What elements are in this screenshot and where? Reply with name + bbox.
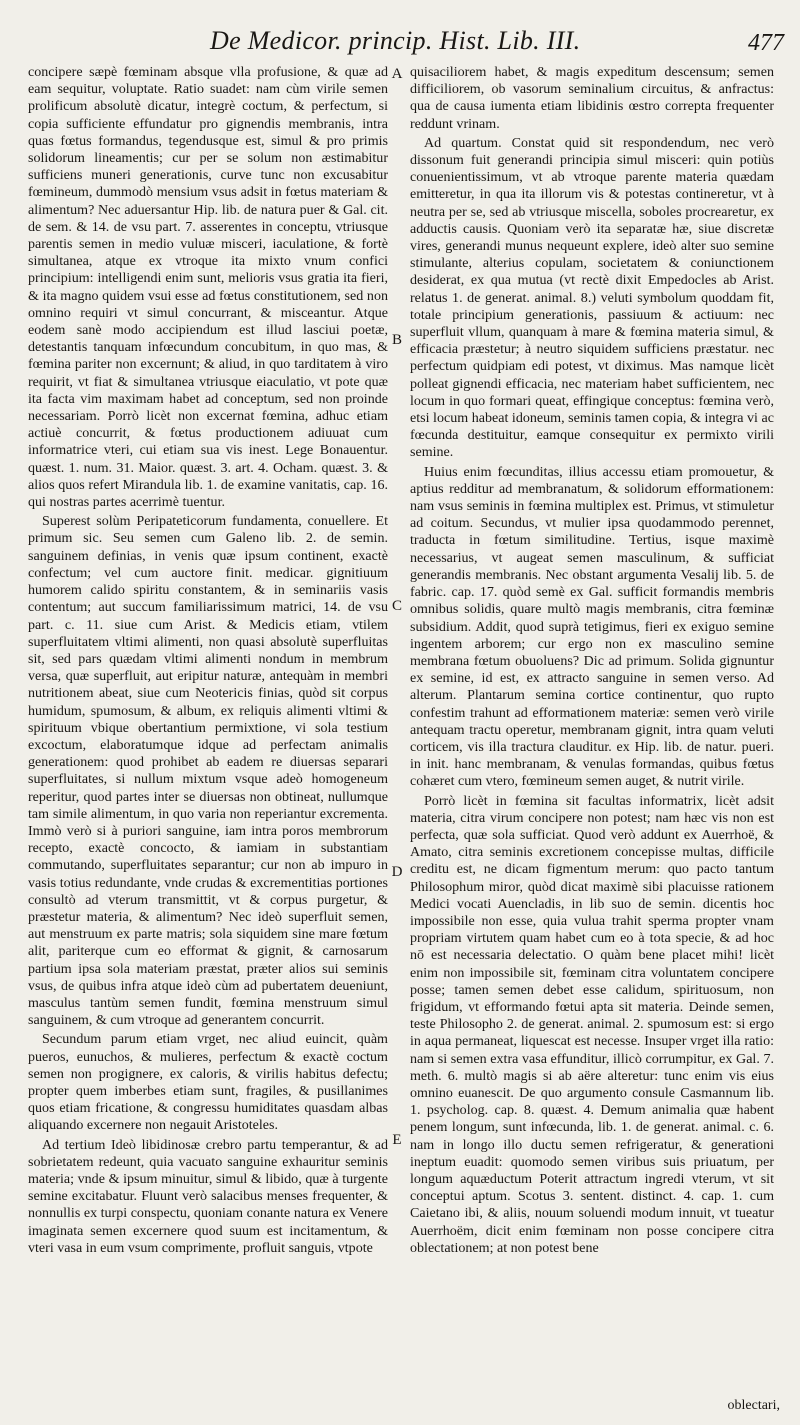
paragraph: Superest solùm Peripateticorum fundamenta, conuellere. Et primum sic. Seu semen cum Galeno lib. 2. de semin. sanguinem definias, in venis quæ ipsum continent, exactè confectum; vel cum auctore finit. medicar. gignitiuum humorem calido spiritu constantem, & in seminariis vasis contentum; aut succum familiarissimum matrici, 14. de vsu part. c. 11. siue cum Arist. & Medicis etiam, vtilem superfluitatem vltimi alimenti, non quasi absolutè superfluitas sit, sed pars quædam vltimi alimenti nondum in membrum versa, quæ superfluit, aut eripitur naturæ, antequàm in membri nutritionem abeat, siue cum Neotericis finias, quòd sit corpus humidum, spumosum, & album, ex reliquis alimenti vltimi & spirituum vbique obertantium permixtione, vi sola testium excoctum, elaboratumque idque ad perfectam animalis generationem: quod prohibet ab eadem re diuersas separari superfluitates, si nullum mixtum vsque adeò homogeneum reperitur, quod partes inter se diuersas non obtineat, nullumque tam simile alimentum, in quo varia non reperiantur excrementa. Immò verò si à puriori sanguine, iam intra poros membrorum recepto, exactè concocto, & iamiam in substantiam commutando, superfluitates separantur; cur non ab impuro in vasis totius redundante, vnde crudas & excrementitias portiones consultò ad vterum transmittit, vt & corpus purgetur, & præstetur materia, & alimentum? Nec ideò superfluit semen, aut menstruum ex parte matris; sola siquidem sine mare fœtum alit, pariterque cum eo efformat & gignit, & carnosarum partium ipsa sola materiam præstat, præter alios sui seminis vsus, de quibus infra atque ideò cùm ad pubertatem deueniunt, masculus tantùm semen fundit, fœmina menstruum simul sanguinem, & cum vtroque ad generantem concurrit. xyxy=(28,513,388,1029)
margin-letter: A xyxy=(391,66,403,82)
right-column xyxy=(410,64,774,1259)
margin-letter: D xyxy=(391,864,403,880)
running-head-title: De Medicor. princip. Hist. Lib. III. xyxy=(210,26,581,55)
margin-letter: E xyxy=(392,1132,402,1148)
catchword: oblectari, xyxy=(727,1398,780,1413)
running-head xyxy=(0,18,800,62)
paragraph: Huius enim fœcunditas, illius accessu etiam promouetur, & aptius redditur ad membranatum, & solidorum efformationem: nam vsus seminis in fœmina multiplex est. Primus, vt stimuletur ad coitum. Secundus, vt mulier ipsa quodammodo perennet, traducta in fœtum similitudine. Tertius, isque maximè necessarius, vt augeat semen masculinum, & sufficiat generandis membranis. Nec obstant argumenta Vesalij lib. 5. de fabric. cap. 17. quòd semè ex Gal. sufficit formandis membris omnibus solidis, quare multò magis membranis, citra fœminæ subsidium. Addit, quod suprà tetigimus, fieri ex exiguo semine ingentem arborem; cur ergo non ex masculino semine membrana fœtum obuoluens? Dic ad primum. Solida gignuntur ex semine, id est, ex attracto sanguine in semen verso. Ad alterum. Plantarum semina cortice continentur, quo rupto confestim trahunt ad efformationem materiæ: semen verò virile antequam tractu operetur, membranam gignit, intra quam veluti corticem, vis illa tractura clauditur. ex Hip. lib. de natur. pueri. in init. hanc membranam, & venulas formandas, quibus fœtus cohæret cum vtero, fœmineum semen auget, & nutrit virile. xyxy=(410,463,774,790)
paragraph: Porrò licèt in fœmina sit facultas informatrix, licèt adsit materia, citra virum concipere non potest; nam hæc vis non est perfecta, quæ sola sufficiat. Quod verò addunt ex Auerrhoë, & Amato, citra seminis excretionem concepisse multas, difficile creditu est, ne dicam figmentum merum: quo pacto tantum Philosophum miror, quòd dicat maximè sibi placuisse rationem Medici vocati Auencladis, in lib suo de semin. dicentis hoc impossibile non esse, quia vulua trahit sperma propter vnam propriam virtutem quam habet cum eo à tota specie, & ad hoc nō est necessaria delectatio. O quàm bene placet mihi! licèt enim non impossibile sit, fœminam citra voluntatem concipere posse; tamen semen debet esse calidum, spirituosum, non frigidum, vt efformando fœtui apta sit materia. Deinde semen, teste Philosopho 2. de generat. animal. 2. spumosum est: si ergo in aqua permaneat, liquescat est necesse. Insuper vrget illa ratio: nam si semen extra vasa effunditur, illicò corrumpitur, ex Gal. 7. meth. 6. multò magis si ab aëre alteretur: tunc enim vis eius omnino euanescit. De quo argumento consule Casmannum lib. 1. psycholog. cap. 8. quæst. 4. Demum animalia quæ habent penem longum, sunt infœcunda, lib. 1. de generat. animal. c. 6. nam in longo illo ductu semen refrigeratur, & generationi ineptum euadit: quomodo semen viribus suis priuatum, per longum aquæductum Poterit attractum ingredi vterum, vt sit conceptui aptum. Scotus 3. sentent. distinct. 4. cap. 1. cum Caietano ibi, & aliis, nouum soluendi modum innuit, vt tueatur Auerrhoëm, dicit enim fœminam non posse concipere citra oblectationem; at non potest bene xyxy=(410,792,774,1256)
paragraph: concipere sæpè fœminam absque vlla profusione, & quæ ad eam sequitur, voluptate. Ratio suadet: nam cùm virile semen prolificum absolutè dicatur, integrè coctum, & perfectum, si copia sufficiente effundatur pro gignendis membranis, intra quas fœtus formandus, tegendusque est, simul & pro primis solidorum lineamentis; cur per se solum non æstimabitur sufficiens muneri generationis, curve tunc non excusabitur fœmineum, dummodò mensium vsus adsit in fœtus materiam & alimentum? Nec aduersantur Hip. lib. de natura puer & Gal. cit. de sem. & 14. de vsu part. 7. asserentes in conceptu, vtriusque parentis semen in medio vuluæ misceri, iaculatione, & fortè simultanea, atque ex vtroque ita mixto vnum confici principium: intelligendi enim sunt, melioris vsus gratia ita fieri, & ita magno quidem vsui esse ad fœtus constitutionem, sed non omnino requiri vt simul concurrant, & misceantur. Atque eodem sanè modo accipiendum est illud lasciui poetæ, detestantis tanquam infœcundum concubitum, in quo mas, & fœmina pariter non excernunt; & aliud, in quo tarditatem à viro requirit, vt fiat & simultanea vtriusque eiaculatio, vt pote quæ ita facta vim maximam habet ad conceptum, sed non proinde necessariam. Porrò licèt non excernat fœmina, adhuc etiam actiuè concurrit, & fœtus productionem adiuuat cum informatrice vteri, cui etiam sua vis inest. Lege Bonauentur. quæst. 1. num. 31. Maior. quæst. 3. art. 4. Ocham. quæst. 3. & alios quos refert Mirandula lib. 1. de examine vanitatis, cap. 16. qui nostras partes acerrimè tuentur. xyxy=(28,64,388,511)
paragraph: Ad tertium Ideò libidinosæ crebro partu temperantur, & ad sobrietatem redeunt, quia vacuato sanguine exhauritur seminis materia; vnde & ipsum minuitur, simul & libido, quæ à turgente semine excitabatur. Fluunt verò salacibus menses frequenter, & nonnullis ex turpi conspectu, quoniam conante natura ex Venere imaginata semen excernere quod suum est incitamentum, & vteri vasa in eum vsum comprimente, profluit sanguis, vtpote xyxy=(28,1136,388,1256)
left-column xyxy=(28,64,388,1259)
paragraph: quisaciliorem habet, & magis expeditum descensum; semen difficiliorem, ob vasorum seminalium circuitus, & anfractus: qua de causa iumenta etiam libidinis œstro correpta frequenter reddunt vrinam. xyxy=(410,64,774,132)
page-number: 477 xyxy=(748,30,784,56)
paragraph: Secundum parum etiam vrget, nec aliud euincit, quàm pueros, eunuchos, & mulieres, perfectum & exactè coctum semen non progignere, ex caloris, & virilis habitus defectu; propter quem imberbes etiam sunt, fragiles, & pusillanimes quos etiam fricatione, & congressu humiditates quasdam albas aliquando excernere non negauit Aristoteles. xyxy=(28,1031,388,1134)
margin-letter: C xyxy=(391,598,402,614)
paragraph: Ad quartum. Constat quid sit respondendum, nec verò dissonum fuit generandi principia simul misceri: quin potiùs conuenientissimum, vt ab vtroque parente materia quædam emitteretur, in qua ita illorum vis & potestas contineretur, vt à neutra per se, sed ab vtriusque miscella, soboles procrearetur, ex adductis causis. Quoniam verò ita separatæ hæ, siue discretæ vires, generandi munus nequeunt explere, ideò alter suo semine stimulante, alterius copulam, societatem & coniunctionem desiderat, ex qua mutua (vt rectè dixit Empedocles ab Arist. relatus 1. de generat. animal. 8.) veluti symbolum quoddam fit, totale principium generationis, passiuum & actiuum: nec superfluit vllum, quanquam à mare & fœmina materia simul, & efficacia præstetur; à neutro siquidem sufficiens præstatur. nec perfectum quidpiam edi potest, vt diximus. Mas namque licèt polleat gignendi efficacia, nec materiam habet sufficientem, nec locum in quo formari queat, effingique conceptus: fœmina verò, etsi locum habeat idoneum, seminis tamen copia, & integra vi ac fœcunda destituitur, eamque consequitur ex permixto virili semine. xyxy=(410,134,774,461)
margin-letter: B xyxy=(391,332,402,348)
